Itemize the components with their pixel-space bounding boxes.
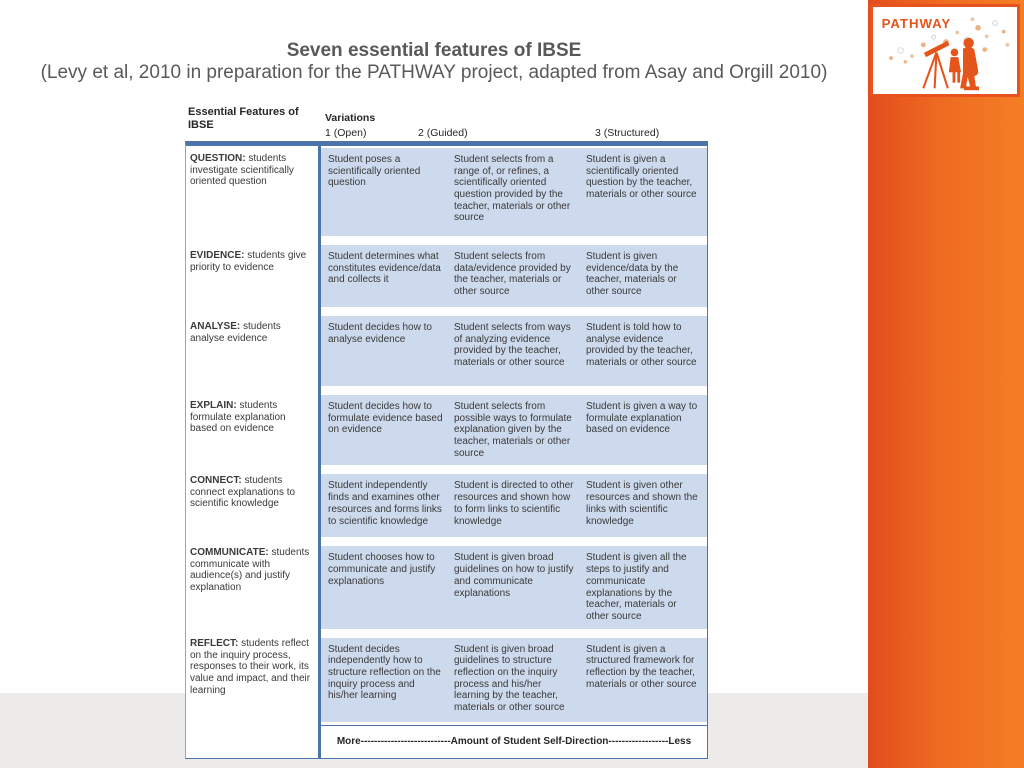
cell-evidence-structured: Student is given evidence/data by the teacher, materials or other source (586, 251, 679, 298)
column-header-open: 1 (Open) (325, 127, 367, 139)
table-row-reflect (321, 638, 707, 722)
feature-reflect (186, 633, 318, 717)
page-subtitle: (Levy et al, 2010 in preparation for the PATHWAY project, adapted from Asay and Orgill 2010) (40, 61, 828, 83)
pathway-logo (870, 4, 1020, 97)
cell-communicate-guided: Student is given broad guidelines on how to justify and communicate explanations (454, 552, 574, 599)
feature-term: COMMUNICATE: (190, 547, 269, 558)
self-direction-scale: More---------------------------Amount of Student Self-Direction------------------Less (321, 725, 707, 758)
table-row-explain (321, 395, 707, 465)
feature-term: EVIDENCE: (190, 250, 245, 261)
feature-term: REFLECT: (190, 638, 239, 649)
cell-question-open: Student poses a scientifically oriented question (328, 154, 421, 189)
cell-connect-open: Student independently finds and examines other resources and forms links to scientific knowledge (328, 480, 442, 527)
slide-header (0, 40, 868, 84)
cell-analyse-structured: Student is told how to analyse evidence provided by the teacher, materials or other source (586, 322, 697, 369)
feature-communicate (186, 542, 318, 624)
feature-column (186, 146, 318, 758)
feature-desc: students communicate with audience(s) and justify explanation (190, 547, 310, 594)
cell-reflect-guided: Student is given broad guidelines to structure reflection on the inquiry process and his/her learning by the teacher, materials or other source (454, 643, 565, 713)
feature-explain (186, 395, 318, 461)
feature-analyse (186, 316, 318, 386)
pathway-logo-illustration (873, 7, 1017, 94)
feature-desc: students give priority to evidence (190, 250, 307, 273)
table-row-analyse (321, 316, 707, 386)
feature-term: ANALYSE: (190, 321, 241, 332)
cell-question-structured: Student is given a scientifically oriented question by the teacher, materials or other source (586, 154, 697, 201)
table-row-question (321, 148, 707, 236)
cell-analyse-open: Student decides how to analyse evidence (328, 322, 432, 345)
cell-analyse-guided: Student selects from ways of analyzing evidence provided by the teacher, materials or other source (454, 322, 571, 369)
right-accent-bar (868, 0, 1024, 768)
ibse-features-table (185, 103, 708, 759)
table-body (185, 141, 708, 759)
cell-communicate-structured: Student is given all the steps to justify and communicate explanations by the teacher, materials or other source (586, 552, 687, 622)
cell-explain-guided: Student selects from possible ways to formulate explanation given by the teacher, materials or other source (454, 401, 572, 459)
column-header-guided: 2 (Guided) (418, 127, 468, 139)
variations-label: Variations (325, 112, 376, 124)
cell-reflect-structured: Student is given a structured framework for reflection by the teacher, materials or other source (586, 643, 697, 690)
feature-desc: students formulate explanation based on evidence (190, 400, 286, 435)
column-header-structured: 3 (Structured) (595, 127, 660, 139)
feature-desc: students investigate scientifically oriented question (190, 153, 294, 188)
header-variations (318, 103, 708, 141)
table-row-communicate (321, 546, 707, 628)
cell-question-guided: Student selects from a range of, or refines, a scientifically oriented question provided by the teacher, materials or other source (454, 154, 571, 224)
cell-connect-structured: Student is given other resources and shown the links with scientific knowledge (586, 480, 698, 527)
cell-communicate-open: Student chooses how to communicate and justify explanations (328, 552, 436, 587)
cell-evidence-open: Student determines what constitutes evidence/data and collects it (328, 251, 441, 286)
feature-desc: students connect explanations to scientific knowledge (190, 475, 296, 510)
feature-desc: students analyse evidence (190, 321, 281, 344)
header-feature-column: Essential Features of IBSE (188, 106, 299, 131)
feature-term: CONNECT: (190, 475, 242, 486)
feature-term: EXPLAIN: (190, 400, 237, 411)
variations-panel (318, 146, 707, 758)
cell-connect-guided: Student is directed to other resources and shown how to form links to scientific knowledge (454, 480, 574, 527)
table-header (185, 103, 708, 141)
table-row-evidence (321, 245, 707, 307)
cell-evidence-guided: Student selects from data/evidence provided by the teacher, materials or other source (454, 251, 571, 298)
feature-connect (186, 470, 318, 533)
feature-term: QUESTION: (190, 153, 246, 164)
cell-reflect-open: Student decides independently how to structure reflection on the inquiry process and his/her learning (328, 643, 441, 702)
pathway-logo-text: PATHWAY (881, 15, 952, 31)
page-title: Seven essential features of IBSE (286, 40, 582, 61)
telescope-observer-icon (923, 38, 979, 90)
feature-evidence (186, 245, 318, 307)
feature-desc: students reflect on the inquiry process, responses to their work, its value and impact, and their learning (190, 638, 311, 696)
feature-question (186, 148, 318, 236)
table-row-connect (321, 474, 707, 537)
cell-explain-structured: Student is given a way to formulate explanation based on evidence (586, 401, 698, 436)
cell-explain-open: Student decides how to formulate evidence based on evidence (328, 401, 443, 436)
